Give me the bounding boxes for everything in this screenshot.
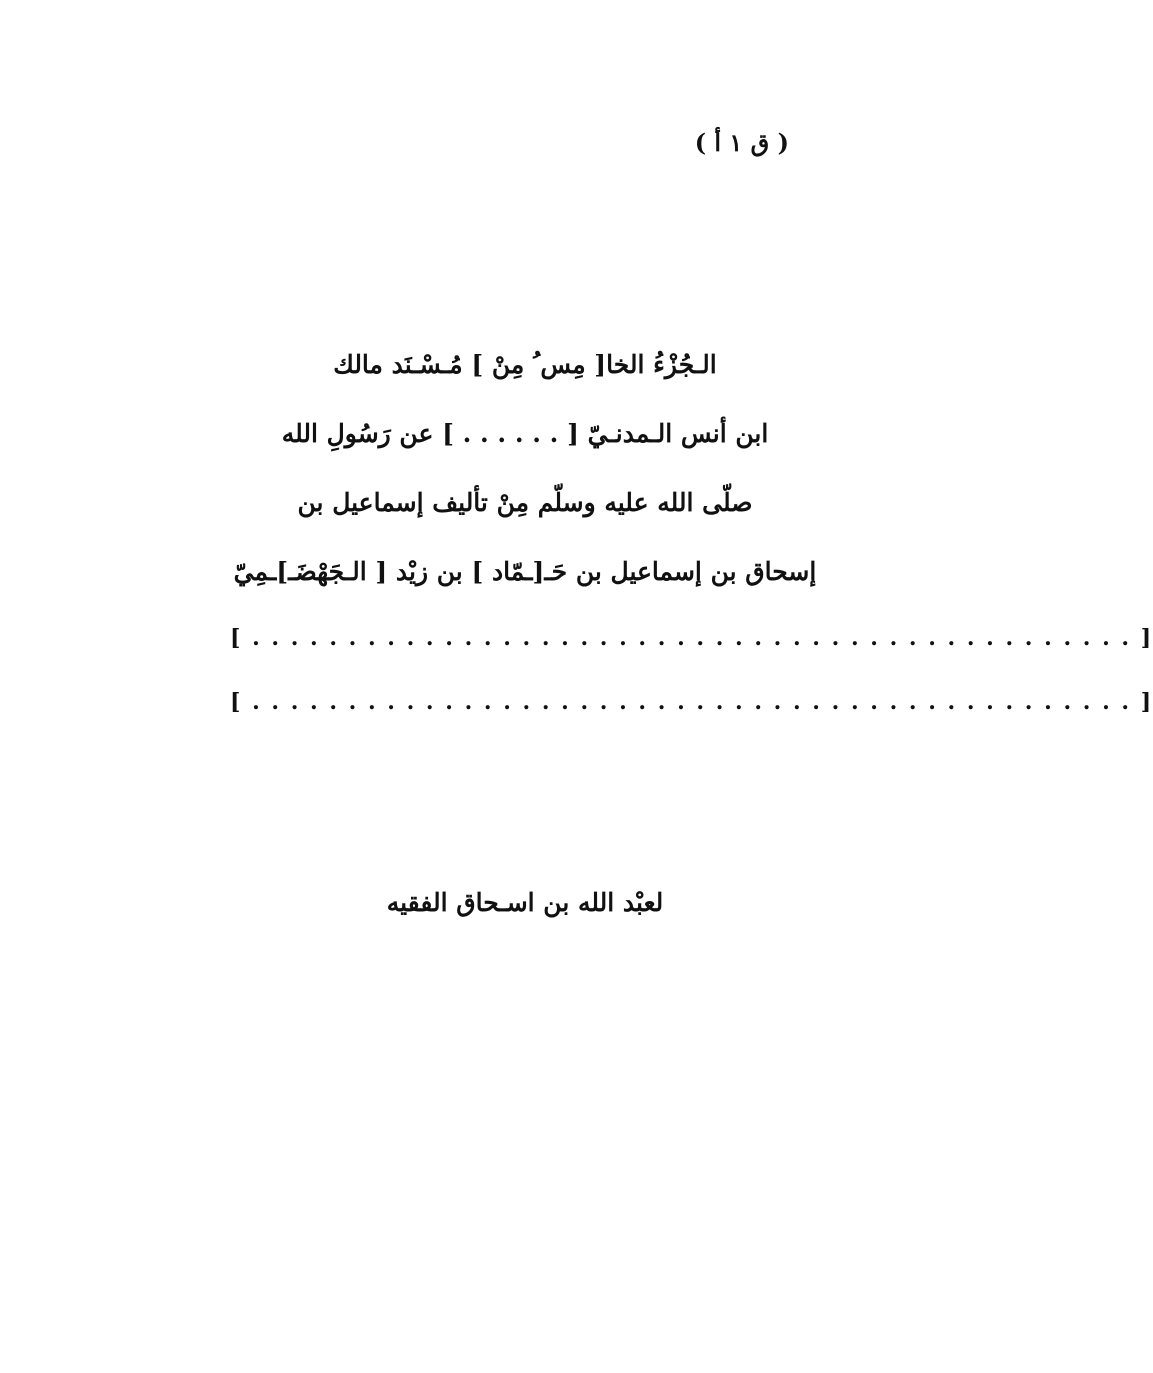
folio-number: ( ق ١ أ ) — [694, 128, 789, 157]
lacuna-line-2: [ . . . . . . . . . . . . . . . . . . . . . . . . . . . . . . . . . . . . . . . . . . . . . . ] — [230, 689, 1153, 715]
author-line: لعبْد الله بن اسـحاق الفقيه — [386, 888, 664, 917]
title-line-4: إسحاق بن إسماعيل بن حَـ[ـمّاد ] بن زيْد [ الـجَهْضَـ]ـمِيّ — [233, 557, 817, 586]
lacuna-line-1: [ . . . . . . . . . . . . . . . . . . . . . . . . . . . . . . . . . . . . . . . . . . . . . . ] — [230, 625, 1153, 651]
title-line-3: صلّى الله عليه وسلّم مِنْ تأليف إسماعيل بن — [297, 488, 753, 517]
title-line-1: الـجُزْءُ الخا[ مِس ُ مِنْ ] مُـسْـنَد مالك — [333, 350, 717, 379]
title-block — [230, 330, 1153, 734]
title-line-2: ابن أنس الـمدنـيّ [ . . . . . . ] عن رَسُولِ الله — [281, 419, 769, 448]
